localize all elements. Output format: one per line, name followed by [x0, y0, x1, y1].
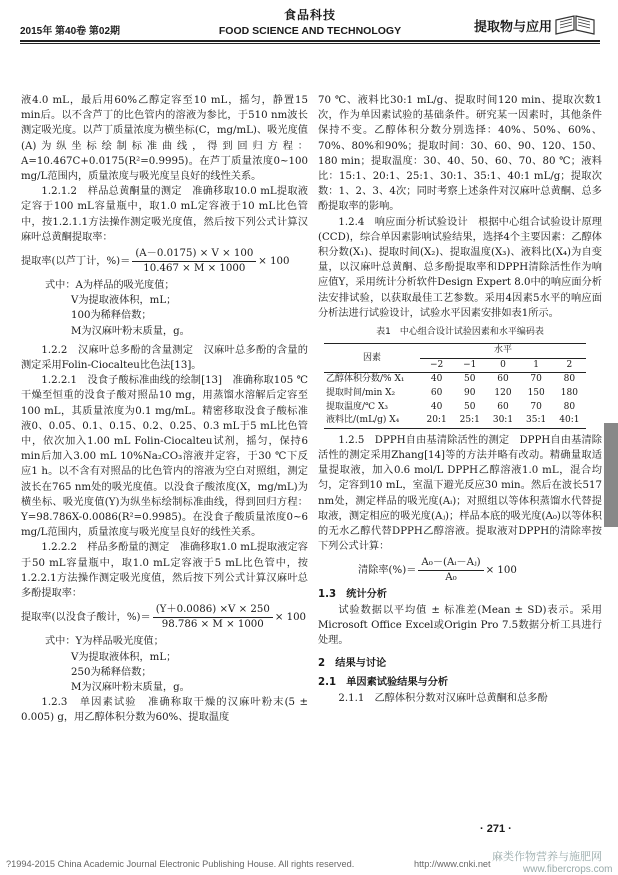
equation-numerator: (A－0.0175) × V × 100 — [132, 247, 256, 262]
equation-fraction — [153, 603, 273, 632]
table-level-header: −1 — [463, 359, 477, 370]
equation-dpph — [358, 556, 602, 585]
equation-flavonoid — [21, 247, 308, 276]
equation-denominator: 98.786 × M × 1000 — [161, 619, 264, 631]
page-number: · 271 · — [480, 823, 512, 835]
issue-info: 2015年 第40卷 第02期 — [20, 26, 121, 37]
equation-legend — [21, 278, 308, 339]
equation-lhs: 提取率(以没食子酸计，%)＝ — [21, 612, 151, 624]
legend-line: 式中：A为样品的吸光度值； — [45, 280, 175, 292]
section-1-2-4: 1.2.4 响应面分析试验设计 根据中心组合试验设计原理(CCD)，综合单因素影响试验结果，选择4个主要因素：乙醇体积分数(X₁)、提取时间(X₂)、提取温度(X₃)、液料比(X₄)为自变量，以汉麻叶总黄酮、总多酚提取率和DPPH清除活性作为响应值Y，采用统计分析软件Design Expert 8.0中的响应面分析法安排试验，以获取最佳工艺参数。采用4因素5水平的响应面分析法进行试验设计，试验水平因素安排如表1所示。 — [318, 216, 602, 319]
table-cell: 120 — [494, 388, 512, 399]
equation-lhs: 提取率(以芦丁计，%)＝ — [21, 255, 131, 267]
equation-numerator: A₀－(Aᵢ－Aⱼ) — [418, 556, 483, 571]
legend-line: V为提取液体积，mL； — [71, 651, 177, 663]
legend-line: V为提取液体积，mL； — [71, 295, 177, 307]
page-edge-tab — [604, 423, 618, 527]
table-row-factor: 提取温度/℃ X₃ — [326, 401, 388, 412]
legend-line: 式中：Y为样品吸光度值； — [45, 636, 164, 648]
header-rule-thick — [20, 40, 600, 42]
equation-fraction — [132, 247, 256, 276]
table-row — [324, 414, 586, 428]
right-column — [318, 93, 602, 706]
paragraph: 液4.0 mL，最后用60%乙醇定容至10 mL，摇匀，静置15 min后。以不含芦丁的比色管内的溶液为参比，于510 nm波长测定吸光度。以芦丁质量浓度为横坐标(C，mg/mL)、吸光度值(A)为纵坐标绘制标准曲线，得到回归方程：A=10.467C+0.0175(R²=0.9995)。在芦丁质量浓度0~100 mg/L范围内，质量浓度与吸光度呈良好的线性关系。 — [21, 95, 308, 183]
heading-1-3: 1.3 统计分析 — [318, 589, 387, 601]
table-cell: 30:1 — [492, 415, 514, 426]
equation-tail: × 100 — [258, 255, 290, 267]
table-cell: 60 — [430, 388, 443, 399]
legend-line: 100为稀释倍数； — [71, 310, 152, 322]
table-cell: 25:1 — [459, 415, 480, 426]
section-1-2-2-2: 1.2.2.2 样品多酚量的测定 准确移取1.0 mL提取液定容于50 mL容量瓶中，取1.0 mL定容液于5 mL比色管中，按1.2.2.1方法操作测定吸光度值，然后按下列公式计算汉麻叶总多酚提取率： — [21, 542, 308, 600]
open-book-icon — [554, 12, 596, 38]
table-cell: 35:1 — [526, 415, 547, 426]
table-cell: 40 — [430, 401, 443, 412]
watermark-text: 麻类作物营养与施肥网 — [492, 850, 602, 863]
table-level-header: 0 — [500, 359, 506, 370]
table-cell: 180 — [560, 388, 578, 399]
table-cell: 20:1 — [426, 415, 447, 426]
table-level-header: 2 — [566, 359, 573, 370]
table-row — [324, 401, 586, 415]
paragraph: 试验数据以平均值 ± 标准差(Mean ± SD)表示。采用Microsoft Office Excel或Origin Pro 7.5数据分析工具进行处理。 — [318, 604, 602, 647]
section-2-1-1: 2.1.1 乙醇体积分数对汉麻叶总黄酮和总多酚 — [338, 692, 548, 704]
table-header-level: 水平 — [420, 344, 586, 359]
table-cell: 40 — [430, 374, 443, 385]
table-row-factor: 乙醇体积分数/% X₁ — [326, 374, 405, 385]
equation-tail: × 100 — [274, 612, 307, 624]
table-cell: 80 — [563, 401, 576, 412]
section-1-2-3: 1.2.3 单因素试验 准确称取干燥的汉麻叶粉末(5 ± 0.005) g，用乙醇体积分数为60%、提取温度 — [21, 697, 308, 724]
section-1-2-2: 1.2.2 汉麻叶总多酚的含量测定 汉麻叶总多酚的含量的测定采用Folin-Ciocalteu比色法[13]。 — [21, 344, 308, 372]
journal-title-en: FOOD SCIENCE AND TECHNOLOGY — [218, 25, 402, 37]
paragraph: 70 ℃、液料比30:1 mL/g、提取时间120 min、提取次数1次，作为单因素试验的基础条件。研究某一因素时，其他条件保持不变。乙醇体积分数分别选择：40%、50%、60%、70%、80%和90%；提取时间：30、60、90、120、150、180 min；提取温度：30、40、50、60、70、80 ℃；液料比：15:1、20:1、25:1、30:1、35:1、40:1 mL/g；提取次数：1、2、3、4次；同时考察上述条件对汉麻叶总黄酮、总多酚提取率的影响。 — [318, 95, 602, 213]
legend-line: M为汉麻叶粉末质量，g。 — [71, 681, 190, 693]
header-rule-thin — [20, 43, 600, 44]
equation-tail: × 100 — [485, 565, 517, 577]
table-cell: 80 — [563, 374, 576, 385]
table-caption: 表1 中心组合设计试验因素和水平编码表 — [376, 327, 544, 338]
left-column — [21, 93, 308, 726]
equation-denominator: A₀ — [445, 572, 457, 584]
table-level-header: −2 — [429, 359, 444, 370]
equation-lhs: 清除率(%)＝ — [358, 565, 417, 577]
heading-2-1: 2.1 单因素试验结果与分析 — [318, 677, 449, 689]
section-1-2-2-1: 1.2.2.1 没食子酸标准曲线的绘制[13] 准确称取105 ℃干燥至恒重的没食子酸对照品10 mg，用蒸馏水溶解后定容至100 mL，其质量浓度为0.1 mg/mL。精密移取没食子酸标准液0、0.05、0.1、0.15、0.2、0.25、0.3 mL于5 mL比色管中，依次加入1.00 mL Folin-Ciocalteu试剂，摇匀，保持6 min后加入3.00 mL 10%Na₂CO₃溶液并定容，于30 ℃下反应1 h。以不含有对照品的比色管内的溶液为空白对照组，测定波长在765 nm处的吸光度值。以没食子酸浓度(X，mg/mL)为横坐标、吸光度值(Y)为纵坐标绘制标准曲线，得到回归方程：Y=98.786X-0.0086(R²=0.9985)。在没食子酸质量浓度0~6 mg/L范围内，质量浓度与吸光度呈良好的线性关系。 — [21, 375, 308, 539]
equation-polyphenol — [21, 603, 308, 632]
table-cell: 60 — [497, 374, 509, 385]
table-row — [324, 387, 586, 401]
table-level-header: 1 — [533, 359, 540, 370]
table-row-factor: 液料比/(mL/g) X₄ — [326, 415, 400, 426]
equation-fraction — [418, 556, 483, 585]
page-footer — [0, 850, 618, 875]
journal-title-cn: 食品科技 — [283, 8, 336, 22]
column-title: 提取物与应用 — [473, 20, 552, 35]
table-cell: 50 — [464, 374, 476, 385]
equation-denominator: 10.467 × M × 1000 — [143, 263, 246, 275]
table-row-factor: 提取时间/min X₂ — [326, 388, 396, 399]
legend-line: M为汉麻叶粉末质量，g。 — [71, 325, 190, 337]
table-header-factor: 因素 — [362, 352, 381, 363]
table-cell: 40:1 — [559, 415, 580, 426]
factor-level-table — [324, 343, 586, 429]
watermark-url: www.fibercrops.com — [523, 864, 613, 875]
table-cell: 70 — [530, 401, 542, 412]
table-row — [324, 373, 586, 387]
table-cell: 150 — [527, 388, 545, 399]
table-cell: 50 — [464, 401, 476, 412]
heading-2: 2 结果与讨论 — [318, 658, 387, 670]
footer-url[interactable]: http://www.cnki.net — [414, 859, 491, 869]
section-1-2-5: 1.2.5 DPPH自由基清除活性的测定 DPPH自由基清除活性的测定采用Zhang[14]等的方法并略有改动。精确量取适量提取液，加入0.6 mol/L DPPH乙醇溶液1.0 mL，混合均匀，定容到10 mL，室温下避光反应30 min。然后在波长517 nm处，测定样品的吸光度(Aᵢ)；对照组以等体积蒸馏水代替提取液，测定相应的吸光度(Aⱼ)；样品本底的吸光度(A₀)以等体积的无水乙醇代替DPPH乙醇溶液。提取液对DPPH的清除率按下列公式计算： — [318, 434, 602, 553]
table-cell: 60 — [497, 401, 509, 412]
equation-legend — [21, 634, 308, 695]
equation-numerator: (Y＋0.0086) ×V × 250 — [153, 603, 273, 618]
section-1-2-1-2: 1.2.1.2 样品总黄酮量的测定 准确移取10.0 mL提取液定容于100 mL容量瓶中，取1.0 mL定容液于10 mL比色管中，按1.2.1.1方法操作测定吸光度值，然后按下列公式计算汉麻叶总黄酮提取率： — [21, 186, 308, 243]
table-cell: 90 — [464, 388, 476, 399]
page-header — [20, 8, 600, 66]
table-cell: 70 — [530, 374, 542, 385]
legend-line: 250为稀释倍数； — [71, 666, 152, 678]
copyright-text: ?1994-2015 China Academic Journal Electronic Publishing House. All rights reserved. — [6, 859, 355, 869]
